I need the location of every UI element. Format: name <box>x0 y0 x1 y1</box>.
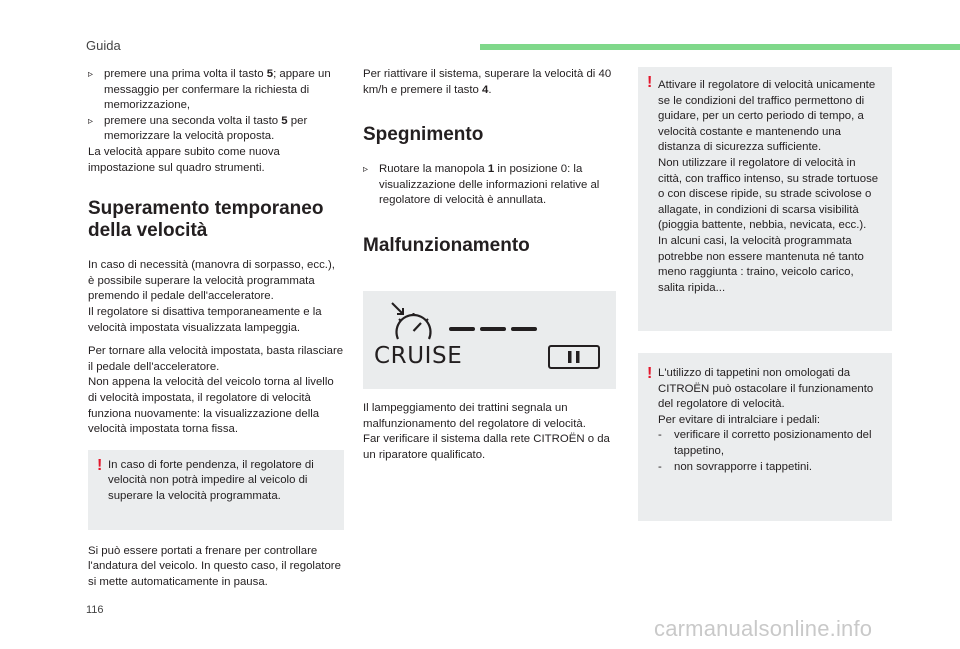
watermark: carmanualsonline.info <box>654 616 873 641</box>
cruise-label: CRUISE <box>374 342 463 369</box>
column-right <box>638 67 892 521</box>
section-heading: Spegnimento <box>363 124 484 146</box>
column-middle <box>363 67 619 471</box>
paragraph: La velocità appare subito come nuova impostazione sul quadro strumenti. <box>88 145 280 174</box>
pause-icon <box>549 346 599 368</box>
paragraph: Per riattivare il sistema, superare la velocità di 40 km/h e premere il tasto 4. <box>363 68 612 96</box>
exclamation-icon: ! <box>97 456 103 474</box>
triangle-bullet-icon: ▹ <box>363 164 369 176</box>
warning-box <box>638 353 892 521</box>
warning-text: In alcuni casi, la velocità programmata potrebbe non essere mantenuta né tanto meno raggiunta : traino, veicolo carico, salita ripida... <box>658 234 864 294</box>
list-item: ▹ Ruotare la manopola 1 in posizione 0: la visualizzazione delle informazioni relative al regolatore di velocità è annullata. <box>363 163 600 207</box>
paragraph: Far verificare il sistema dalla rete CITROËN o da un riparatore qualificato. <box>363 433 610 461</box>
speedometer-icon <box>363 291 616 389</box>
section-heading: Malfunzionamento <box>363 234 530 256</box>
page-number: 116 <box>86 604 104 616</box>
warning-text: L'utilizzo di tappetini non omologati da CITROËN può ostacolare il funzionamento del regolatore di velocità. <box>658 367 874 411</box>
exclamation-icon: ! <box>647 365 653 382</box>
paragraph: Per tornare alla velocità impostata, basta rilasciare il pedale dell'acceleratore. Non appena la velocità del veicolo torna al livello di velocità impostata, il regolatore di velocità funziona nuovamente: la visualizzazione della velocità impostata torna fissa. <box>88 345 344 436</box>
warning-box: ! In caso di forte pendenza, il regolatore di velocità non potrà impedire al veicolo di superare la velocità programmata. <box>88 450 344 530</box>
warning-text: Non utilizzare il regolatore di velocità in città, con traffico intenso, su strade tortuose o con discese ripide, su strade scivolose o allagate, in condizioni di scarsa visibilità (pioggia battente, nebbia, nevicata, ecc.). <box>658 156 879 232</box>
list-item: ▹ premere una seconda volta il tasto 5 per memorizzare la velocità proposta. <box>88 114 308 143</box>
list-item: - verificare il corretto posizionamento del tappetino, <box>658 429 872 457</box>
list-item: - non sovrapporre i tappetini. <box>658 460 813 473</box>
paragraph: In caso di necessità (manovra di sorpasso, ecc.), è possibile superare la velocità programmata premendo il pedale dell'acceleratore. Il regolatore si disattiva temporaneamente e la velocità impostata visualizzata lampeggia. <box>88 259 335 334</box>
section-heading: Superamento temporaneo della velocità <box>88 198 324 242</box>
warning-text: Per evitare di intralciare i pedali: <box>658 413 821 426</box>
section-label: Guida <box>86 38 121 53</box>
paragraph: Si può essere portati a frenare per controllare l'andatura del veicolo. In questo caso, il regolatore si mette automaticamente in pausa. <box>88 544 341 588</box>
cruise-display-illustration <box>363 291 616 389</box>
paragraph: Il lampeggiamento dei trattini segnala un malfunzionamento del regolatore di velocità. <box>363 401 586 430</box>
section-accent-bar <box>480 44 960 50</box>
exclamation-icon: ! <box>647 74 653 91</box>
warning-text: Attivare il regolatore di velocità unicamente se le condizioni del traffico permettono di guidare, per un certo periodo di tempo, a velocità costante e mantenendo una distanza di sicurezza sufficiente. <box>658 79 876 154</box>
warning-box <box>638 67 892 331</box>
column-left <box>88 67 344 598</box>
triangle-bullet-icon: ▹ <box>88 115 94 127</box>
triangle-bullet-icon: ▹ <box>88 69 94 80</box>
list-item: ▹ premere una prima volta il tasto 5; appare un messaggio per confermare la richiesta di memorizzazione, <box>88 68 331 112</box>
